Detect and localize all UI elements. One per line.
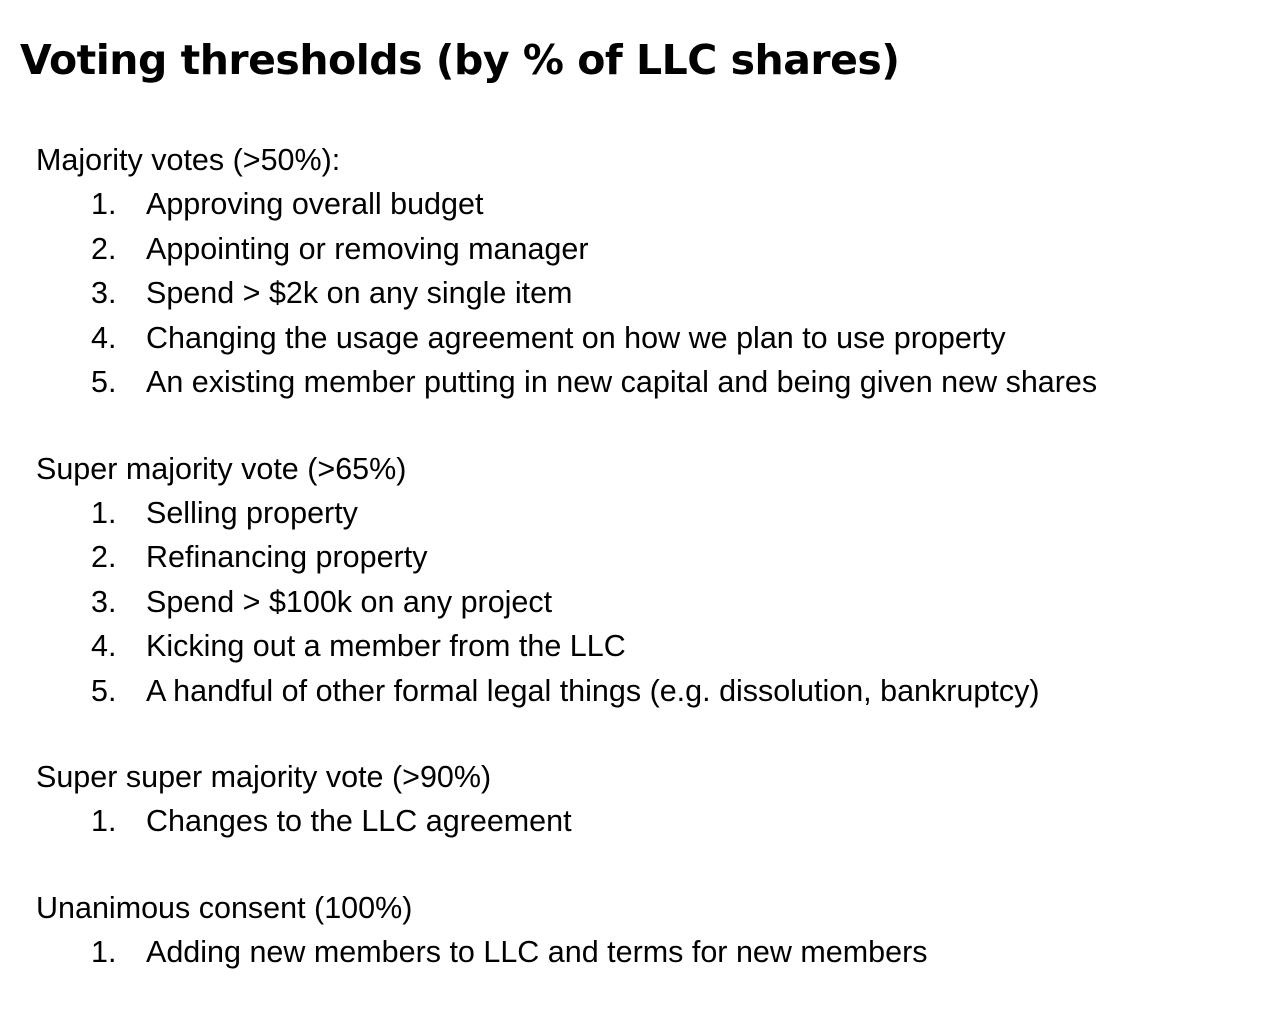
list-item: [36, 624, 1256, 669]
item-text: Spend > $2k on any single item: [146, 276, 573, 310]
list-item: [36, 535, 1256, 580]
list-item: [36, 930, 1256, 975]
item-list: [36, 182, 1256, 405]
item-text: Spend > $100k on any project: [146, 584, 553, 619]
item-text: A handful of other formal legal things (e.g. dissolution, bankruptcy): [146, 673, 1040, 708]
threshold-sections: [36, 138, 1256, 974]
item-number: 1.: [91, 187, 117, 221]
item-number: 5.: [91, 365, 117, 399]
section-super-super-majority: [36, 755, 1256, 844]
item-number: 3.: [91, 276, 117, 310]
item-number: 1.: [91, 934, 117, 969]
item-number: 1.: [91, 804, 117, 838]
item-list: [36, 491, 1256, 714]
section-super-majority: [36, 447, 1256, 714]
list-item: [36, 669, 1256, 714]
list-item: [36, 491, 1256, 536]
item-list: [36, 930, 1256, 975]
list-item: [36, 182, 1256, 227]
item-text: Changing the usage agreement on how we plan to use property: [146, 320, 1006, 355]
slide-title: Voting thresholds (by % of LLC shares): [20, 36, 900, 84]
list-item: [36, 799, 1256, 844]
item-text: Kicking out a member from the LLC: [146, 629, 626, 663]
item-text: Adding new members to LLC and terms for new members: [146, 934, 928, 969]
section-unanimous-consent: [36, 886, 1256, 975]
item-number: 4.: [91, 320, 117, 355]
list-item: [36, 271, 1256, 316]
item-text: Selling property: [146, 495, 358, 530]
section-majority: [36, 138, 1256, 405]
item-list: [36, 799, 1256, 844]
section-heading: Super super majority vote (>90%): [36, 760, 492, 794]
item-number: 4.: [91, 629, 117, 663]
section-heading: Unanimous consent (100%): [36, 890, 413, 925]
section-heading: Super majority vote (>65%): [36, 451, 407, 486]
item-number: 3.: [91, 584, 117, 619]
list-item: [36, 316, 1256, 361]
item-text: Changes to the LLC agreement: [146, 804, 572, 838]
item-number: 2.: [91, 540, 117, 574]
item-number: 2.: [91, 231, 117, 266]
item-text: An existing member putting in new capital and being given new shares: [146, 365, 1098, 399]
item-text: Appointing or removing manager: [146, 231, 589, 266]
item-number: 5.: [91, 673, 117, 708]
section-heading: Majority votes (>50%):: [36, 143, 341, 177]
item-text: Approving overall budget: [146, 187, 484, 221]
list-item: [36, 580, 1256, 625]
item-text: Refinancing property: [146, 540, 428, 574]
list-item: [36, 360, 1256, 405]
item-number: 1.: [91, 495, 117, 530]
list-item: [36, 227, 1256, 272]
